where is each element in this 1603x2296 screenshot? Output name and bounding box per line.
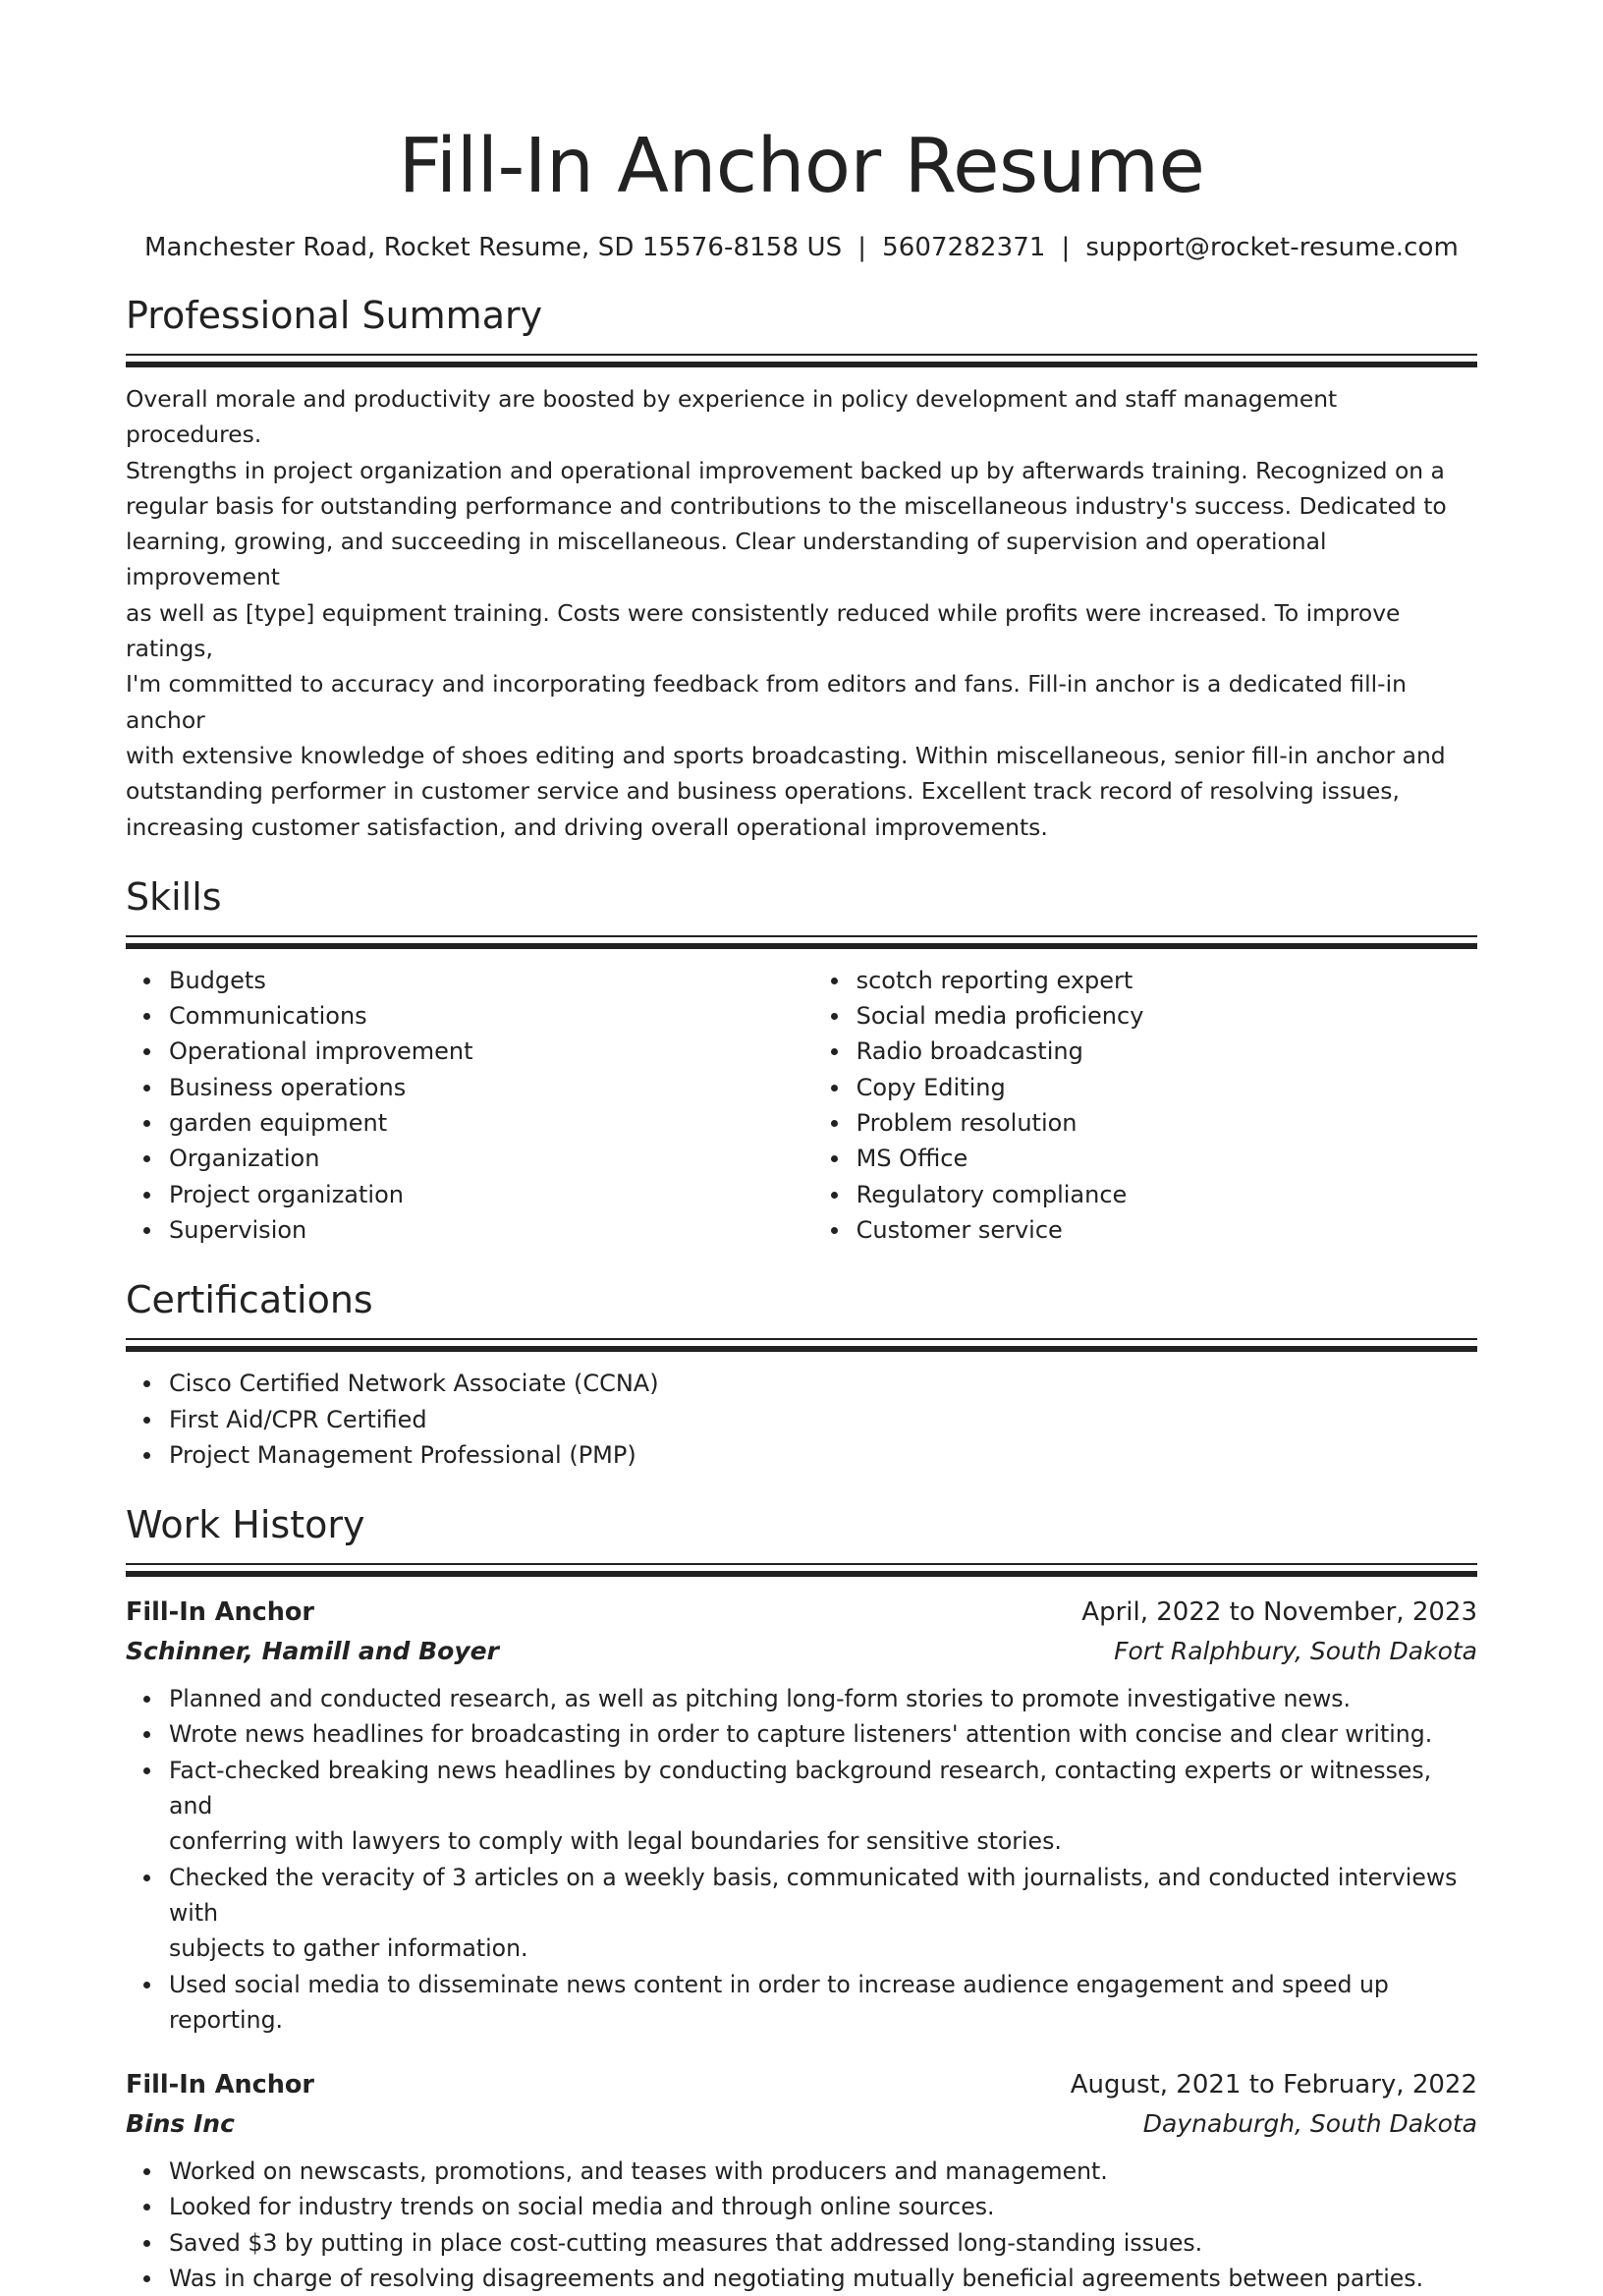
job-subheader: [126, 1632, 1477, 1671]
skill-item: Project organization: [169, 1177, 813, 1212]
work-history-section: [126, 1500, 1477, 2296]
contact-separator: |: [1061, 233, 1071, 262]
skill-item: Operational improvement: [169, 1034, 813, 1069]
skill-item: Customer service: [857, 1212, 1477, 1248]
summary-line: with extensive knowledge of shoes editing and sports broadcasting. Within miscellaneous, senior fill-in anchor and: [126, 741, 1446, 769]
job-company: Schinner, Hamill and Boyer: [126, 1637, 499, 1666]
job-bullet-line: Checked the veracity of 3 articles on a weekly basis, communicated with journalists, and conducted interviews with: [169, 1863, 1458, 1927]
section-title: Certifications: [126, 1278, 373, 1322]
job-bullet: Saved $3 by putting in place cost-cutting measures that addressed long-standing issues.: [169, 2225, 1477, 2261]
certification-item: Project Management Professional (PMP): [169, 1437, 1477, 1473]
job-title: Fill-In Anchor: [126, 2070, 314, 2100]
contact-phone: 5607282371: [882, 233, 1046, 262]
summary-line: as well as [type] equipment training. Costs were consistently reduced while profits were increased. To improve ratings,: [126, 598, 1401, 663]
skill-item: Social media proficiency: [857, 998, 1477, 1034]
skills-left-column: [126, 963, 813, 1248]
section-title: Work History: [126, 1503, 365, 1547]
job-bullet: [169, 1753, 1477, 1860]
job-entry: [126, 2065, 1477, 2296]
job-entry: [126, 1593, 1477, 2038]
skill-item: scotch reporting expert: [857, 963, 1477, 998]
job-bullet: Wrote news headlines for broadcasting in order to capture listeners' attention with concise and clear writing.: [169, 1716, 1477, 1752]
certification-item: First Aid/CPR Certified: [169, 1402, 1477, 1437]
job-title: Fill-In Anchor: [126, 1597, 314, 1628]
job-bullet-line: conferring with lawyers to comply with legal boundaries for sensitive stories.: [169, 1827, 1062, 1856]
section-title: Professional Summary: [126, 294, 543, 337]
job-bullet: [169, 1860, 1477, 1967]
job-bullet-list: [126, 2154, 1477, 2296]
skill-item: Communications: [169, 998, 813, 1034]
contact-email: support@rocket-resume.com: [1085, 233, 1459, 262]
job-bullet: Planned and conducted research, as well as pitching long-form stories to promote investigative news.: [169, 1681, 1477, 1716]
contact-line: [126, 228, 1477, 267]
job-subheader: [126, 2104, 1477, 2144]
job-location: Fort Ralphbury, South Dakota: [1114, 1637, 1477, 1666]
skill-item: Regulatory compliance: [857, 1177, 1477, 1212]
skills-right-column: [813, 963, 1477, 1248]
contact-address: Manchester Road, Rocket Resume, SD 15576-8158 US: [144, 233, 843, 262]
summary-line: increasing customer satisfaction, and driving overall operational improvements.: [126, 812, 1048, 841]
skill-item: Problem resolution: [857, 1105, 1477, 1141]
skill-item: Radio broadcasting: [857, 1034, 1477, 1069]
job-bullet: Worked on newscasts, promotions, and teases with producers and management.: [169, 2154, 1477, 2189]
section-divider: [126, 354, 1477, 367]
section-divider: [126, 935, 1477, 949]
section-title: Skills: [126, 874, 222, 919]
job-bullet-line: subjects to gather information.: [169, 1934, 528, 1963]
summary-line: I'm committed to accuracy and incorporating feedback from editors and fans. Fill-in anchor is a dedicated fill-in anchor: [126, 670, 1407, 734]
job-header: [126, 2065, 1477, 2104]
certifications-section: [126, 1275, 1477, 1473]
skill-item: Organization: [169, 1141, 813, 1176]
certifications-list: [126, 1366, 1477, 1473]
job-company: Bins Inc: [126, 2109, 235, 2139]
summary-line: regular basis for outstanding performance and contributions to the miscellaneous industry's success. Dedicated to: [126, 491, 1447, 520]
job-bullet: Used social media to disseminate news content in order to increase audience engagement and speed up reporting.: [169, 1967, 1477, 2039]
job-bullet-line: Fact-checked breaking news headlines by conducting background research, contacting experts or witnesses, and: [169, 1756, 1432, 1820]
summary-section: [126, 291, 1477, 845]
skills-section: [126, 872, 1477, 1248]
job-location: Daynaburgh, South Dakota: [1142, 2109, 1477, 2139]
skill-item: Business operations: [169, 1070, 813, 1105]
summary-line: learning, growing, and succeeding in miscellaneous. Clear understanding of supervision and operational improvement: [126, 528, 1327, 591]
job-header: [126, 1593, 1477, 1632]
resume-page: [126, 0, 1477, 2296]
certification-item: Cisco Certified Network Associate (CCNA): [169, 1366, 1477, 1401]
job-bullet-list: [126, 1681, 1477, 2038]
job-dates: August, 2021 to February, 2022: [1070, 2070, 1477, 2100]
section-divider: [126, 1563, 1477, 1577]
contact-separator: |: [857, 233, 867, 262]
summary-line: Strengths in project organization and operational improvement backed up by afterwards training. Recognized on a: [126, 456, 1445, 484]
resume-title: Fill-In Anchor Resume: [398, 123, 1205, 210]
skills-grid: [126, 963, 1477, 1248]
summary-text: [126, 381, 1477, 845]
skill-item: MS Office: [857, 1141, 1477, 1176]
summary-line: Overall morale and productivity are boosted by experience in policy development and staff management procedures.: [126, 385, 1338, 449]
job-bullet: Looked for industry trends on social media and through online sources.: [169, 2189, 1477, 2224]
summary-line: outstanding performer in customer service and business operations. Excellent track record of resolving issues,: [126, 777, 1400, 806]
skill-item: Supervision: [169, 1212, 813, 1248]
job-bullet: Was in charge of resolving disagreements and negotiating mutually beneficial agreements between parties.: [169, 2261, 1477, 2296]
skill-item: Budgets: [169, 963, 813, 998]
job-dates: April, 2022 to November, 2023: [1081, 1597, 1477, 1628]
skill-item: garden equipment: [169, 1105, 813, 1141]
skill-item: Copy Editing: [857, 1070, 1477, 1105]
section-divider: [126, 1338, 1477, 1352]
